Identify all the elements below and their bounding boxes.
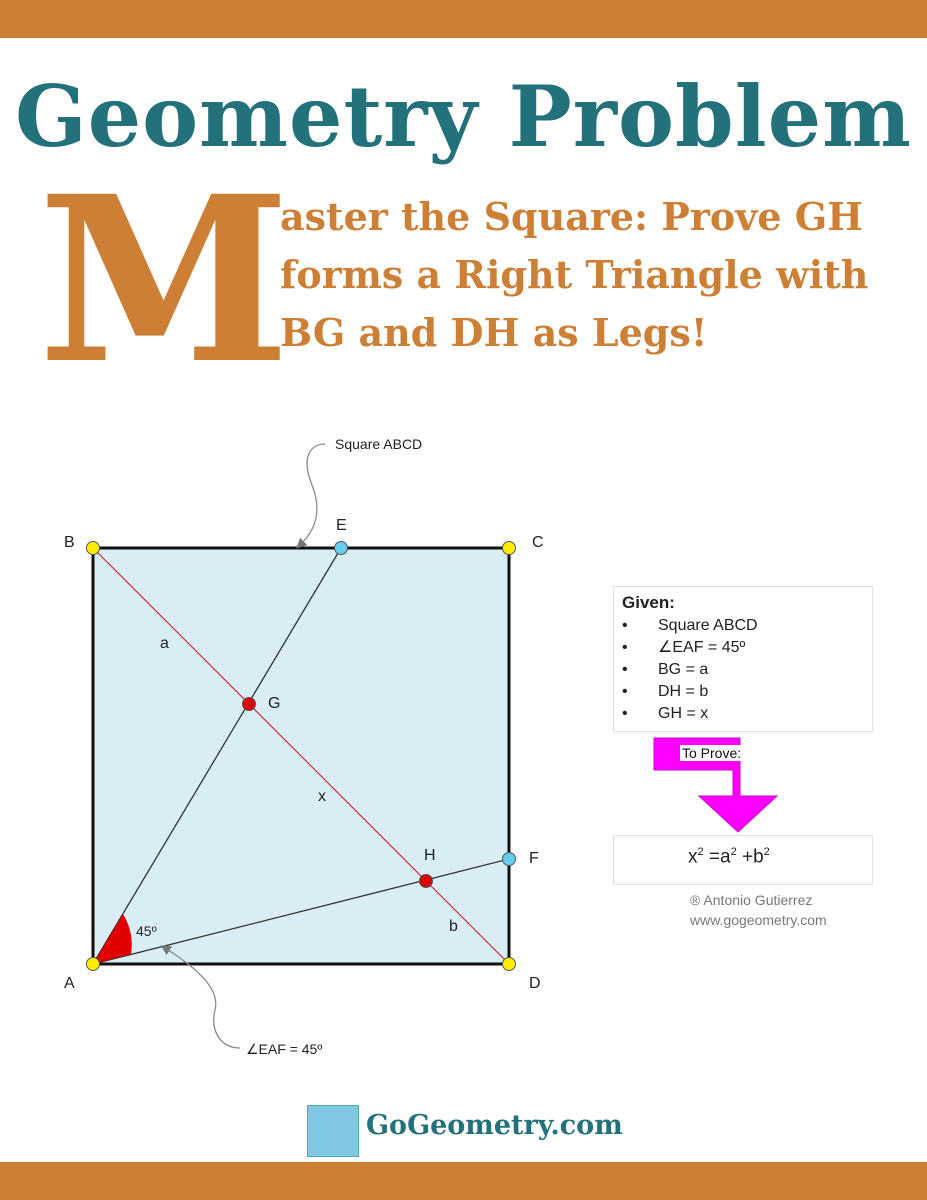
point-c (503, 542, 516, 555)
given-item: • DH = b (620, 681, 758, 703)
given-item: • GH = x (620, 703, 758, 725)
equation-x-exp: 2 (697, 846, 704, 858)
label-angle-callout: ∠EAF = 45º (246, 1041, 323, 1057)
label-angle-mark: 45º (136, 923, 157, 939)
given-title: Given: (622, 593, 675, 612)
label-e: E (336, 517, 347, 534)
gogeometry-logo-icon (307, 1105, 359, 1157)
equation-b: b (753, 846, 764, 868)
point-a (87, 958, 100, 971)
given-item: • BG = a (620, 659, 758, 681)
subtitle: aster the Square: Prove GH forms a Right Triangle with BG and DH as Legs! (280, 194, 869, 355)
point-e (335, 542, 348, 555)
equation-b-exp: 2 (763, 846, 770, 858)
label-d: D (529, 975, 541, 992)
square-callout-arrow (300, 444, 325, 545)
label-square: Square ABCD (335, 436, 423, 452)
equation: $x^2 =a^2 +b^2$ (688, 846, 770, 868)
label-b: B (64, 534, 75, 551)
label-segment-x: x (318, 788, 326, 805)
credit-author: ® Antonio Gutierrez (690, 892, 813, 908)
label-c: C (532, 534, 544, 551)
label-h: H (424, 847, 436, 864)
label-a: A (64, 975, 75, 992)
label-g: G (268, 695, 281, 712)
given-item: • ∠EAF = 45º (620, 637, 758, 659)
credit (690, 890, 827, 930)
dropcap-letter: M (38, 146, 291, 414)
equation-x: x (688, 846, 698, 868)
to-prove-label: To Prove: (682, 745, 742, 761)
equation-a: a (720, 846, 731, 868)
given-list (620, 615, 758, 725)
given-box (613, 586, 873, 732)
prove-box (613, 835, 873, 885)
equation-a-exp: 2 (730, 846, 737, 858)
label-segment-b: b (449, 918, 458, 935)
point-d (503, 958, 516, 971)
footer-site-link[interactable]: GoGeometry.com (366, 1110, 623, 1141)
label-f: F (529, 850, 539, 867)
point-f (503, 853, 516, 866)
point-g (243, 698, 256, 711)
label-segment-a: a (160, 635, 169, 652)
point-h (420, 875, 433, 888)
page-title: Geometry Problem (14, 67, 913, 166)
bottom-bar (0, 1162, 927, 1200)
point-b (87, 542, 100, 555)
given-item: • Square ABCD (620, 615, 758, 637)
credit-site: www.gogeometry.com (690, 912, 827, 928)
